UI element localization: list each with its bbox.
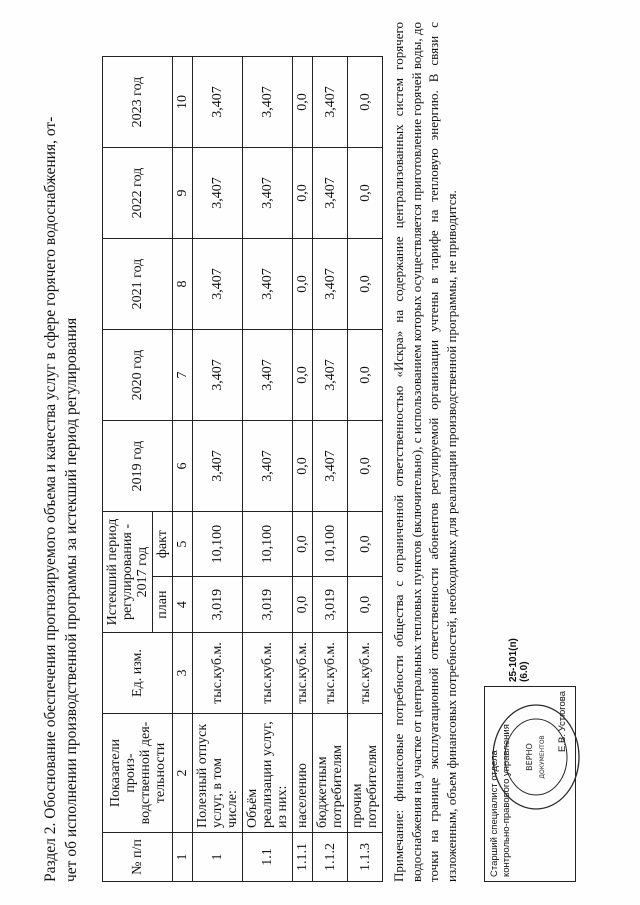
certification-stamp — [480, 632, 590, 882]
table-row — [313, 57, 348, 882]
row-2019: 3,407 — [313, 421, 348, 512]
row-unit: тыс.куб.м. — [243, 633, 293, 714]
row-2021: 3,407 — [193, 239, 243, 330]
row-2019: 0,0 — [348, 421, 383, 512]
col-number: 10 — [173, 57, 193, 148]
row-2021: 3,407 — [243, 239, 293, 330]
col-number: 1 — [173, 833, 193, 882]
title-line-2: чет об исполнении производственной программы за истекший период регулирования — [63, 317, 80, 882]
row-unit: тыс.куб.м. — [293, 633, 313, 714]
row-fact: 10,100 — [243, 512, 293, 577]
row-unit: тыс.куб.м. — [313, 633, 348, 714]
row-name: прочим потребителям — [348, 714, 383, 833]
row-2022: 3,407 — [243, 148, 293, 239]
row-2022: 3,407 — [313, 148, 348, 239]
header-2023: 2023 год — [103, 57, 173, 148]
row-2021: 0,0 — [348, 239, 383, 330]
header-unit: Ед. изм. — [103, 633, 173, 714]
round-seal-icon — [490, 702, 582, 812]
row-2019: 3,407 — [193, 421, 243, 512]
row-num: 1.1.1 — [293, 833, 313, 882]
stamp-name: Е.В. Устюгова — [557, 691, 568, 752]
header-indicator: Показатели произ-водственной дея-тельности — [103, 714, 173, 833]
row-2021: 3,407 — [313, 239, 348, 330]
col-number: 6 — [173, 421, 193, 512]
note-paragraph — [390, 22, 460, 882]
row-unit: тыс.куб.м. — [348, 633, 383, 714]
row-2021: 0,0 — [293, 239, 313, 330]
row-2020: 0,0 — [348, 330, 383, 421]
row-plan: 0,0 — [293, 577, 313, 633]
table-row — [293, 57, 313, 882]
stamp-line-1: Старший специалист отдела — [489, 750, 500, 877]
header-2022: 2022 год — [103, 148, 173, 239]
row-name: бюджетным потребителям — [313, 714, 348, 833]
header-row — [103, 57, 153, 882]
header-2020: 2020 год — [103, 330, 173, 421]
row-plan: 0,0 — [348, 577, 383, 633]
row-2019: 0,0 — [293, 421, 313, 512]
row-fact: 0,0 — [293, 512, 313, 577]
row-2023: 3,407 — [243, 57, 293, 148]
header-fact: факт — [153, 512, 173, 577]
row-num: 1.1 — [243, 833, 293, 882]
row-2020: 3,407 — [243, 330, 293, 421]
stamp-line-2: контрольно-правового управления — [501, 724, 512, 877]
row-plan: 3,019 — [193, 577, 243, 633]
section-title — [40, 22, 82, 882]
row-fact: 0,0 — [348, 512, 383, 577]
col-number: 9 — [173, 148, 193, 239]
row-2022: 0,0 — [293, 148, 313, 239]
row-2019: 3,407 — [243, 421, 293, 512]
row-2022: 3,407 — [193, 148, 243, 239]
header-plan: план — [153, 577, 173, 633]
row-2023: 3,407 — [313, 57, 348, 148]
col-number: 8 — [173, 239, 193, 330]
col-number: 4 — [173, 577, 193, 633]
svg-text:ДОКУМЕНТОВ: ДОКУМЕНТОВ — [539, 735, 546, 779]
row-plan: 3,019 — [243, 577, 293, 633]
table-row — [348, 57, 383, 882]
column-number-row — [173, 57, 193, 882]
document-code: 25-101(п)(6.0) — [508, 638, 530, 682]
row-2023: 0,0 — [348, 57, 383, 148]
row-2023: 3,407 — [193, 57, 243, 148]
row-num: 1.1.2 — [313, 833, 348, 882]
row-name: населению — [293, 714, 313, 833]
row-unit: тыс.куб.м. — [193, 633, 243, 714]
row-2023: 0,0 — [293, 57, 313, 148]
rotated-content — [40, 22, 600, 882]
header-2021: 2021 год — [103, 239, 173, 330]
row-fact: 10,100 — [313, 512, 348, 577]
col-number: 3 — [173, 633, 193, 714]
table-row — [243, 57, 293, 882]
row-num: 1 — [193, 833, 243, 882]
row-plan: 3,019 — [313, 577, 348, 633]
header-period: Истекший период регулирования - 2017 год — [103, 512, 153, 633]
table-row — [193, 57, 243, 882]
svg-text:ВЕРНО: ВЕРНО — [525, 743, 534, 771]
title-line-1: Раздел 2. Обоснование обеспечения прогнозируемого объема и качества услуг в сфере горячего водоснабжения, от- — [42, 116, 59, 882]
header-num: № п/п — [103, 833, 173, 882]
row-num: 1.1.3 — [348, 833, 383, 882]
col-number: 5 — [173, 512, 193, 577]
row-name: Объём реализации услуг, из них: — [243, 714, 293, 833]
row-name: Полезный отпуск услуг, в том числе: — [193, 714, 243, 833]
col-number: 2 — [173, 714, 193, 833]
row-2020: 3,407 — [313, 330, 348, 421]
production-table — [102, 56, 383, 882]
header-2019: 2019 год — [103, 421, 173, 512]
row-2022: 0,0 — [348, 148, 383, 239]
row-fact: 10,100 — [193, 512, 243, 577]
note-text: Примечание: финансовые потребности общества с ограниченной ответственностью «Искра» на содержание централизованных систем горячего водоснабжения на участке от центральных тепловых пунктов (включительно), с использованием которых осуществляется приготовление горячей воды, до точки на границе эксплуатационной ответственности абонентов регулируемой организации учтены в тарифе на тепловую энергию. В связи с изложенным, объем финансовых потребностей, необходимых для реализации производственной программы, не приводится. — [391, 22, 459, 882]
col-number: 7 — [173, 330, 193, 421]
row-2020: 3,407 — [193, 330, 243, 421]
row-2020: 0,0 — [293, 330, 313, 421]
